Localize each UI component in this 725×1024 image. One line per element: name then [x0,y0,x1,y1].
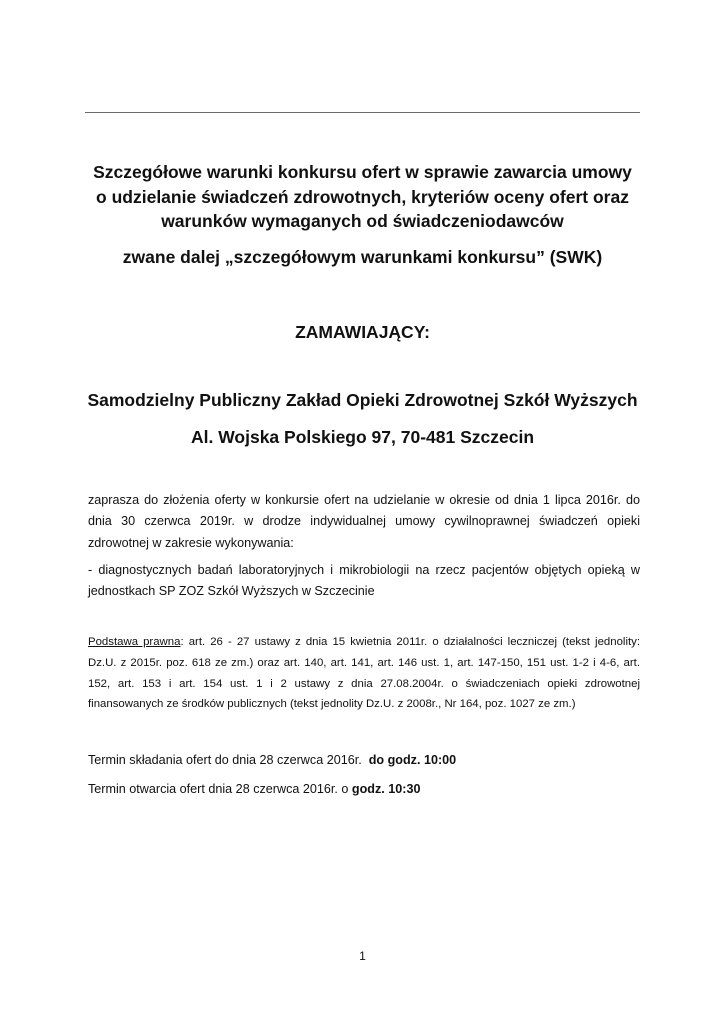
invitation-paragraph: zaprasza do złożenia oferty w konkursie ofert na udzielanie w okresie od dnia 1 lipca 2016r. do dnia 30 czerwca 2019r. w drodze indywidualnej umowy cywilnoprawnej świadczeń opieki zdrowotnej w zakresie wykonywania: [88,493,640,550]
legal-basis-text: : art. 26 - 27 ustawy z dnia 15 kwietnia 2011r. o działalności leczniczej (tekst jednolity: Dz.U. z 2015r. poz. 618 ze zm.) oraz art. 140, art. 141, art. 146 ust. 1, art. 147-150, 151 ust. 1-2 i 4-6, art. 152, art. 153 i art. 154 ust. 1 i 2 ustawy z dnia 27.08.2004r. o świadczeniach opieki zdrowotnej finansowanych ze środków publicznych (tekst jednolity Dz.U. z 2008r., Nr 164, poz. 1027 ze zm.) [88,636,640,711]
submission-deadline-time: do godz. 10:00 [368,753,457,767]
scope-paragraph: - diagnostycznych badań laboratoryjnych i mikrobiologii na rzecz pacjentów objętych opieką w jednostkach SP ZOZ Szkół Wyższych w Szczecinie [88,563,640,599]
legal-basis-label: Podstawa prawna [88,636,181,648]
document-subtitle: zwane dalej „szczegółowym warunkami konkursu” (SWK) [122,247,603,267]
document-title-line: warunków wymaganych od świadczeniodawców [161,211,564,231]
orderer-heading: ZAMAWIAJĄCY: [295,322,430,342]
submission-deadline [88,750,640,771]
opening-deadline [88,779,640,800]
orderer-address: Al. Wojska Polskiego 97, 70-481 Szczecin [190,427,535,447]
document-title-line: Szczegółowe warunki konkursu ofert w sprawie zawarcia umowy [93,162,632,182]
legal-basis-paragraph [88,632,640,715]
opening-deadline-time: godz. 10:30 [351,782,421,796]
submission-deadline-text: Termin składania ofert do dnia 28 czerwca 2016r. [88,753,369,767]
document-title [60,160,665,234]
document-title-line: o udzielanie świadczeń zdrowotnych, kryteriów oceny ofert oraz [96,186,629,207]
header-rule [85,112,640,113]
opening-deadline-text: Termin otwarcia ofert dnia 28 czerwca 2016r. o [88,782,352,796]
page-number: 1 [359,949,366,963]
orderer-name: Samodzielny Publiczny Zakład Opieki Zdrowotnej Szkół Wyższych [87,390,638,410]
